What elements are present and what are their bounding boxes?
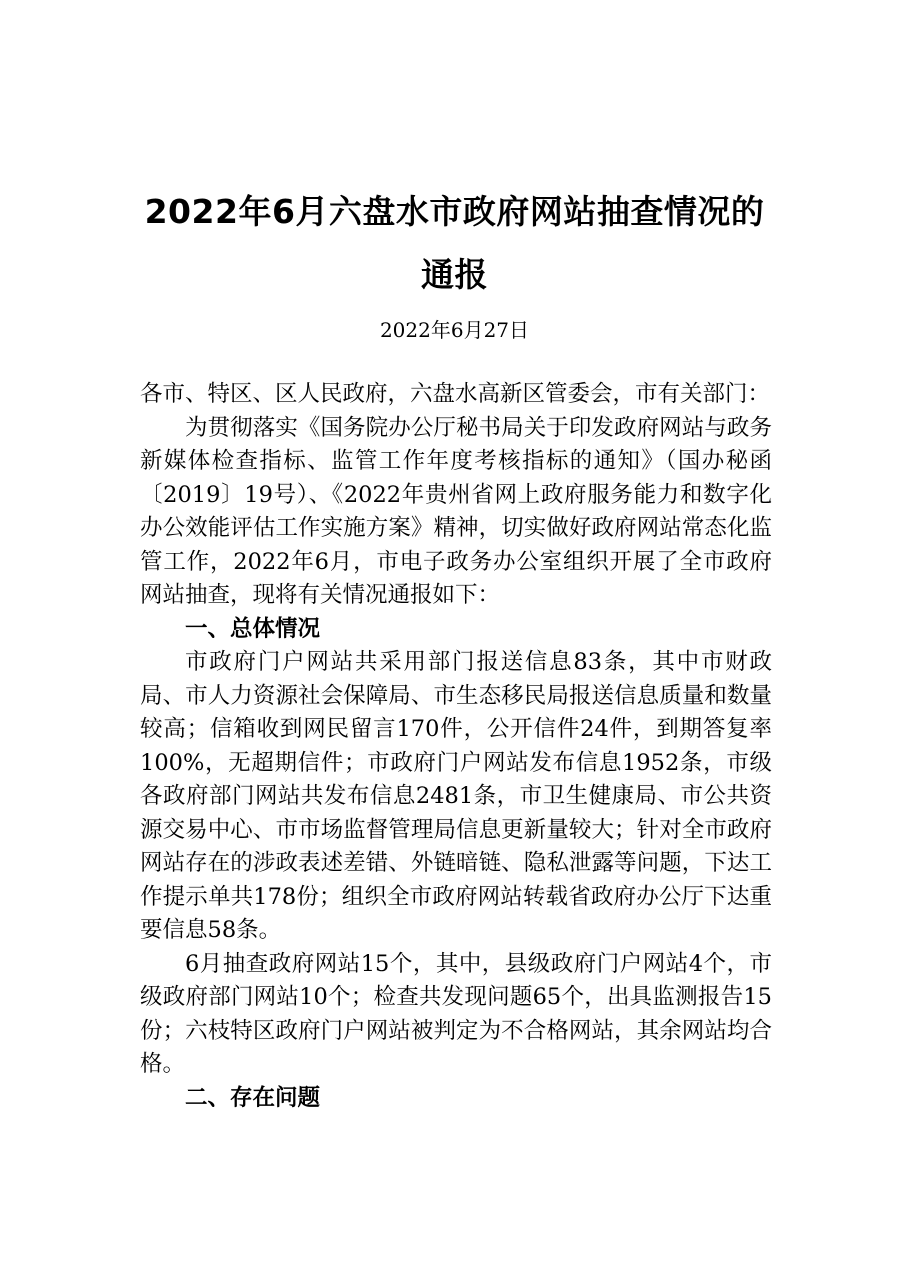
document-body <box>140 378 772 1115</box>
salutation: 各市、特区、区人民政府，六盘水高新区管委会，市有关部门： <box>140 381 771 407</box>
overview-paragraph-2: 6月抽查政府网站15个，其中，县级政府门户网站4个，市级政府部门网站10个；检查共发现问题65个，出具监测报告15份；六枝特区政府门户网站被判定为不合格网站，其余网站均合格。 <box>140 950 772 1077</box>
section-heading-overview: 一、总体情况 <box>185 615 321 642</box>
document-title-line-1: 2022年6月六盘水市政府网站抽查情况的 <box>144 192 765 231</box>
section-heading-problems: 二、存在问题 <box>185 1084 321 1111</box>
overview-paragraph-1: 市政府门户网站共采用部门报送信息83条，其中市财政局、市人力资源社会保障局、市生态移民局报送信息质量和数量较高；信箱收到网民留言170件，公开信件24件，到期答复率100%，无超期信件；市政府门户网站发布信息1952条，市级各政府部门网站共发布信息2481条，市卫生健康局、市公共资源交易中心、市市场监督管理局信息更新量较大；针对全市政府网站存在的涉政表述差错、外链暗链、隐私泄露等问题，下达工作提示单共178份；组织全市政府网站转载省政府办公厅下达重要信息58条。 <box>140 649 772 943</box>
intro-paragraph: 为贯彻落实《国务院办公厅秘书局关于印发政府网站与政务新媒体检查指标、监管工作年度考核指标的通知》（国办秘函〔2019〕19号）、《2022年贵州省网上政府服务能力和数字化办公效能评估工作实施方案》精神，切实做好政府网站常态化监管工作，2022年6月，市电子政务办公室组织开展了全市政府网站抽查，现将有关情况通报如下： <box>140 414 772 608</box>
document-date: 2022年6月27日 <box>379 318 530 342</box>
document-title-line-2: 通报 <box>421 255 488 294</box>
